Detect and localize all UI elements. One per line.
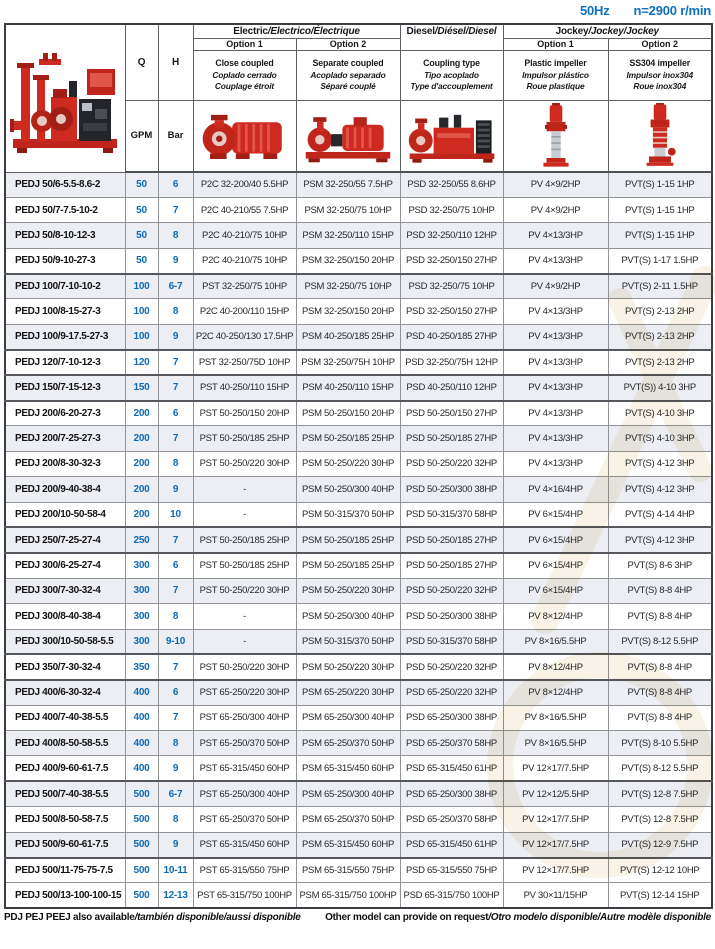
jockey-ss304-cell: PVT(S) 4-10 3HP (608, 426, 712, 451)
model-cell: PEDJ 200/8-30-32-3 (5, 451, 125, 476)
diesel-cell: PSD 40-250/110 12HP (400, 375, 503, 400)
h-cell: 7 (158, 654, 193, 679)
diesel-cell: PSD 32-250/150 27HP (400, 299, 503, 324)
jockey-plastic-cell: PV 4×13/3HP (503, 299, 608, 324)
model-cell: PEDJ 300/10-50-58-5.5 (5, 629, 125, 654)
jockey-plastic-cell: PV 6×15/4HP (503, 527, 608, 552)
separate-coupled-cell: PSM 50-250/300 40HP (296, 604, 400, 629)
pump-set-illustration (9, 39, 121, 157)
jockey-plastic-cell: PV 8×16/5.5HP (503, 629, 608, 654)
table-row (5, 172, 712, 197)
table-row (5, 477, 712, 502)
model-cell: PEDJ 500/7-40-38-5.5 (5, 781, 125, 806)
jockey-ss304-cell: PVT(S) 1-17 1.5HP (608, 248, 712, 273)
separate-coupled-cell: PSM 50-250/150 20HP (296, 401, 400, 426)
h-column-header: H (158, 24, 193, 100)
q-cell: 400 (125, 756, 158, 781)
diesel-cell: PSD 50-250/220 32HP (400, 654, 503, 679)
table-row (5, 629, 712, 654)
q-cell: 50 (125, 197, 158, 222)
q-cell: 200 (125, 451, 158, 476)
close-coupled-cell: PST 50-250/220 30HP (193, 451, 296, 476)
jockey-ss304-cell: PVT(S) 2-13 2HP (608, 324, 712, 349)
model-cell: PEDJ 200/6-20-27-3 (5, 401, 125, 426)
h-cell: 10 (158, 502, 193, 527)
jockey-plastic-cell: PV 12×12/5.5HP (503, 781, 608, 806)
jockey-plastic-cell: PV 12×17/7.5HP (503, 756, 608, 781)
close-coupled-cell: - (193, 477, 296, 502)
jockey-plastic-cell: PV 4×13/3HP (503, 248, 608, 273)
close-coupled-pump-image (193, 100, 296, 172)
model-cell: PEDJ 500/8-50-58-7.5 (5, 807, 125, 832)
separate-coupled-cell: PSM 50-250/185 25HP (296, 426, 400, 451)
q-cell: 500 (125, 832, 158, 857)
q-cell: 400 (125, 705, 158, 730)
electric-option1-header: Option 1 (193, 38, 296, 50)
separate-coupled-cell: PSM 65-315/450 60HP (296, 756, 400, 781)
h-cell: 9 (158, 324, 193, 349)
electric-option2-header: Option 2 (296, 38, 400, 50)
model-cell: PEDJ 200/9-40-38-4 (5, 477, 125, 502)
jockey-ss304-cell: PVT(S) 2-11 1.5HP (608, 274, 712, 299)
separate-coupled-cell: PSM 32-250/75H 10HP (296, 350, 400, 375)
footer-left-note: PDJ PEJ PEEJ also available/también disponible/aussi disponible (4, 912, 301, 923)
h-cell: 6-7 (158, 274, 193, 299)
separate-coupled-cell: PSM 32-250/75 10HP (296, 274, 400, 299)
separate-coupled-cell: PSM 50-250/185 25HP (296, 527, 400, 552)
jockey-plastic-cell: PV 4×13/3HP (503, 426, 608, 451)
q-cell: 200 (125, 426, 158, 451)
close-coupled-cell: - (193, 502, 296, 527)
jockey-ss304-cell: PVT(S) 8-8 4HP (608, 705, 712, 730)
diesel-cell: PSD 65-250/300 38HP (400, 705, 503, 730)
close-coupled-cell: PST 65-250/220 30HP (193, 680, 296, 705)
table-row (5, 781, 712, 806)
h-cell: 7 (158, 426, 193, 451)
jockey-plastic-cell: PV 12×17/7.5HP (503, 858, 608, 883)
h-cell: 9 (158, 756, 193, 781)
diesel-cell: PSD 65-315/450 61HP (400, 756, 503, 781)
jockey-option1-header: Option 1 (503, 38, 608, 50)
table-row (5, 705, 712, 730)
q-cell: 50 (125, 223, 158, 248)
jockey-ss304-cell: PVT(S) 12-9 7.5HP (608, 832, 712, 857)
close-coupled-cell: PST 50-250/185 25HP (193, 527, 296, 552)
diesel-cell: PSD 65-250/370 58HP (400, 807, 503, 832)
model-cell: PEDJ 50/8-10-12-3 (5, 223, 125, 248)
h-cell: 7 (158, 375, 193, 400)
pump-spec-table (4, 23, 713, 909)
table-row (5, 350, 712, 375)
diesel-cell: PSD 50-250/300 38HP (400, 604, 503, 629)
separate-coupled-cell: PSM 65-250/370 50HP (296, 807, 400, 832)
close-coupled-cell: PST 65-250/300 40HP (193, 705, 296, 730)
q-cell: 350 (125, 654, 158, 679)
jockey-plastic-cell: PV 6×15/4HP (503, 502, 608, 527)
h-cell: 9 (158, 832, 193, 857)
jockey-ss304-cell: PVT(S) 8-8 4HP (608, 604, 712, 629)
diesel-cell: PSD 50-315/370 58HP (400, 502, 503, 527)
close-coupled-cell: PST 65-250/300 40HP (193, 781, 296, 806)
diesel-cell: PSD 32-250/150 27HP (400, 248, 503, 273)
table-row (5, 578, 712, 603)
table-row (5, 731, 712, 756)
q-cell: 200 (125, 502, 158, 527)
separate-coupled-cell: PSM 65-250/370 50HP (296, 731, 400, 756)
jockey-ss304-cell: PVT(S) 12-14 15HP (608, 883, 712, 908)
h-cell: 7 (158, 350, 193, 375)
table-row (5, 197, 712, 222)
separate-coupled-cell: PSM 65-315/550 75HP (296, 858, 400, 883)
table-row (5, 756, 712, 781)
q-cell: 250 (125, 527, 158, 552)
h-cell: 8 (158, 299, 193, 324)
jockey-ss304-cell: PVT(S) 4-12 3HP (608, 451, 712, 476)
table-row (5, 553, 712, 578)
h-cell: 9 (158, 248, 193, 273)
h-cell: 8 (158, 731, 193, 756)
close-coupled-cell: P2C 40-210/75 10HP (193, 248, 296, 273)
table-row (5, 654, 712, 679)
diesel-cell: PSD 32-250/110 12HP (400, 223, 503, 248)
close-coupled-cell: PST 32-250/75 10HP (193, 274, 296, 299)
close-coupled-cell: PST 50-250/220 30HP (193, 578, 296, 603)
separate-coupled-cell: PSM 32-250/150 20HP (296, 248, 400, 273)
jockey-plastic-cell: PV 4×9/2HP (503, 172, 608, 197)
jockey-ss304-pump-image (608, 100, 712, 172)
jockey-ss304-cell: PVT(S) 1-15 1HP (608, 223, 712, 248)
q-cell: 300 (125, 629, 158, 654)
close-coupled-cell: PST 50-250/220 30HP (193, 654, 296, 679)
diesel-cell: PSD 50-250/185 27HP (400, 553, 503, 578)
separate-coupled-cell: PSM 65-250/300 40HP (296, 705, 400, 730)
model-cell: PEDJ 50/9-10-27-3 (5, 248, 125, 273)
jockey-ss304-cell: PVT(S) 4-12 3HP (608, 527, 712, 552)
q-cell: 200 (125, 477, 158, 502)
h-cell: 7 (158, 705, 193, 730)
q-cell: 100 (125, 274, 158, 299)
q-unit-header: GPM (125, 100, 158, 172)
close-coupled-cell: PST 65-315/750 100HP (193, 883, 296, 908)
diesel-cell: PSD 50-250/220 32HP (400, 451, 503, 476)
model-cell: PEDJ 50/7-7.5-10-2 (5, 197, 125, 222)
close-coupled-cell: PST 65-250/370 50HP (193, 807, 296, 832)
model-cell: PEDJ 100/8-15-27-3 (5, 299, 125, 324)
separate-coupled-cell: PSM 50-315/370 50HP (296, 502, 400, 527)
table-row (5, 832, 712, 857)
jockey-ss304-cell: PVT(S) 2-13 2HP (608, 299, 712, 324)
table-row (5, 299, 712, 324)
model-cell: PEDJ 150/7-15-12-3 (5, 375, 125, 400)
diesel-cell: PSD 65-250/220 32HP (400, 680, 503, 705)
pump-set-image (5, 24, 125, 172)
jockey-ss304-cell: PVT(S)) 4-10 3HP (608, 375, 712, 400)
separate-coupled-cell: PSM 40-250/185 25HP (296, 324, 400, 349)
jockey-option2-header: Option 2 (608, 38, 712, 50)
h-cell: 8 (158, 223, 193, 248)
jockey-plastic-cell: PV 30×11/15HP (503, 883, 608, 908)
jockey-ss304-cell: PVT(S) 8-8 4HP (608, 680, 712, 705)
jockey-ss304-cell: PVT(S) 8-10 5.5HP (608, 731, 712, 756)
table-row (5, 324, 712, 349)
jockey-ss304-cell: PVT(S) 12-12 10HP (608, 858, 712, 883)
frequency-label: 50Hz (579, 3, 610, 18)
close-coupled-cell: PST 40-250/110 15HP (193, 375, 296, 400)
model-cell: PEDJ 300/6-25-27-4 (5, 553, 125, 578)
model-cell: PEDJ 500/9-60-61-7.5 (5, 832, 125, 857)
ss304-impeller-desc: SS304 impeller Impulsor inox304 Roue inox304 (608, 50, 712, 100)
jockey-group-header: Jockey/Jockey/Jockey (503, 24, 712, 38)
close-coupled-cell: PST 32-250/75D 10HP (193, 350, 296, 375)
jockey-ss304-cell: PVT(S) 8-12 5.5HP (608, 629, 712, 654)
jockey-ss304-cell: PVT(S) 1-15 1HP (608, 197, 712, 222)
separate-coupled-cell: PSM 50-250/220 30HP (296, 578, 400, 603)
diesel-cell: PSD 50-250/300 38HP (400, 477, 503, 502)
jockey-plastic-cell: PV 4×16/4HP (503, 477, 608, 502)
jockey-plastic-cell: PV 4×9/2HP (503, 274, 608, 299)
q-cell: 50 (125, 248, 158, 273)
model-cell: PEDJ 300/8-40-38-4 (5, 604, 125, 629)
q-cell: 300 (125, 604, 158, 629)
table-row (5, 401, 712, 426)
close-coupled-cell: P2C 40-210/55 7.5HP (193, 197, 296, 222)
model-cell: PEDJ 500/11-75-75-7.5 (5, 858, 125, 883)
diesel-cell: PSD 32-250/55 8.6HP (400, 172, 503, 197)
q-cell: 500 (125, 807, 158, 832)
jockey-plastic-cell: PV 12×17/7.5HP (503, 807, 608, 832)
q-cell: 300 (125, 578, 158, 603)
footer-right-note: Other model can provide on request/Otro modelo disponible/Autre modèle disponible (325, 912, 711, 923)
q-cell: 500 (125, 858, 158, 883)
diesel-cell: PSD 50-250/150 27HP (400, 401, 503, 426)
jockey-ss304-cell: PVT(S) 1-15 1HP (608, 172, 712, 197)
jockey-plastic-cell: PV 4×13/3HP (503, 350, 608, 375)
diesel-cell: PSD 50-250/220 32HP (400, 578, 503, 603)
jockey-plastic-cell: PV 8×12/4HP (503, 654, 608, 679)
h-cell: 8 (158, 451, 193, 476)
jockey-plastic-cell: PV 6×15/4HP (503, 578, 608, 603)
q-cell: 400 (125, 680, 158, 705)
plastic-impeller-desc: Plastic impeller Impulsor plástico Roue plastique (503, 50, 608, 100)
jockey-plastic-cell: PV 8×12/4HP (503, 680, 608, 705)
diesel-cell: PSD 65-315/450 61HP (400, 832, 503, 857)
jockey-ss304-cell: PVT(S) 4-10 3HP (608, 401, 712, 426)
diesel-cell: PSD 65-315/750 100HP (400, 883, 503, 908)
jockey-ss304-cell: PVT(S) 8-8 4HP (608, 578, 712, 603)
jockey-plastic-cell: PV 8×16/5.5HP (503, 731, 608, 756)
jockey-plastic-cell: PV 4×13/3HP (503, 223, 608, 248)
h-cell: 8 (158, 807, 193, 832)
jockey-ss304-cell: PVT(S) 8-6 3HP (608, 553, 712, 578)
separate-coupled-cell: PSM 65-250/300 40HP (296, 781, 400, 806)
table-row (5, 680, 712, 705)
h-cell: 12-13 (158, 883, 193, 908)
model-cell: PEDJ 200/10-50-58-4 (5, 502, 125, 527)
diesel-cell: PSD 40-250/185 27HP (400, 324, 503, 349)
q-cell: 120 (125, 350, 158, 375)
table-row (5, 807, 712, 832)
q-cell: 100 (125, 324, 158, 349)
electric-group-header: Electric/Electrico/Électrique (193, 24, 400, 38)
q-cell: 50 (125, 172, 158, 197)
separate-coupled-cell: PSM 32-250/150 20HP (296, 299, 400, 324)
q-cell: 500 (125, 781, 158, 806)
close-coupled-cell: PST 65-315/550 75HP (193, 858, 296, 883)
table-row (5, 274, 712, 299)
close-coupled-cell: - (193, 604, 296, 629)
h-cell: 6 (158, 401, 193, 426)
model-cell: PEDJ 100/7-10-10-2 (5, 274, 125, 299)
footer-notes (4, 912, 711, 923)
h-cell: 7 (158, 197, 193, 222)
h-cell: 6-7 (158, 781, 193, 806)
jockey-ss304-cell: PVT(S) 8-12 5.5HP (608, 756, 712, 781)
jockey-plastic-cell: PV 4×13/3HP (503, 375, 608, 400)
diesel-cell: PSD 50-250/185 27HP (400, 426, 503, 451)
model-cell: PEDJ 250/7-25-27-4 (5, 527, 125, 552)
diesel-cell: PSD 50-250/185 27HP (400, 527, 503, 552)
diesel-pump-image (400, 100, 503, 172)
jockey-plastic-cell: PV 4×13/3HP (503, 451, 608, 476)
h-cell: 6 (158, 172, 193, 197)
q-cell: 150 (125, 375, 158, 400)
close-coupled-cell: P2C 40-200/110 15HP (193, 299, 296, 324)
diesel-cell: PSD 32-250/75 10HP (400, 274, 503, 299)
model-cell: PEDJ 400/8-50-58-5.5 (5, 731, 125, 756)
separate-coupled-cell: PSM 32-250/55 7.5HP (296, 172, 400, 197)
h-cell: 8 (158, 604, 193, 629)
close-coupled-cell: PST 50-250/150 20HP (193, 401, 296, 426)
model-cell: PEDJ 350/7-30-32-4 (5, 654, 125, 679)
jockey-plastic-pump-image (503, 100, 608, 172)
table-row (5, 248, 712, 273)
q-column-header: Q (125, 24, 158, 100)
table-row (5, 451, 712, 476)
jockey-plastic-cell: PV 4×13/3HP (503, 401, 608, 426)
separate-coupled-cell: PSM 50-250/220 30HP (296, 654, 400, 679)
separate-coupled-desc: Separate coupled Acoplado separado Séparé couplé (296, 50, 400, 100)
model-cell: PEDJ 400/7-40-38-5.5 (5, 705, 125, 730)
diesel-cell: PSD 50-315/370 58HP (400, 629, 503, 654)
separate-coupled-cell: PSM 50-250/300 40HP (296, 477, 400, 502)
jockey-ss304-cell: PVT(S) 12-8 7.5HP (608, 781, 712, 806)
h-cell: 7 (158, 578, 193, 603)
table-row (5, 604, 712, 629)
jockey-plastic-cell: PV 4×13/3HP (503, 324, 608, 349)
model-cell: PEDJ 500/13-100-100-15 (5, 883, 125, 908)
q-cell: 200 (125, 401, 158, 426)
model-cell: PEDJ 400/6-30-32-4 (5, 680, 125, 705)
model-cell: PEDJ 50/6-5.5-8.6-2 (5, 172, 125, 197)
table-row (5, 527, 712, 552)
separate-coupled-cell: PSM 32-250/75 10HP (296, 197, 400, 222)
separate-coupled-pump-image (296, 100, 400, 172)
separate-coupled-cell: PSM 50-315/370 50HP (296, 629, 400, 654)
close-coupled-cell: P2C 32-200/40 5.5HP (193, 172, 296, 197)
h-cell: 7 (158, 527, 193, 552)
separate-coupled-cell: PSM 50-250/220 30HP (296, 451, 400, 476)
diesel-cell: PSD 65-250/300 38HP (400, 781, 503, 806)
h-unit-header: Bar (158, 100, 193, 172)
q-cell: 100 (125, 299, 158, 324)
close-coupled-cell: PST 65-250/370 50HP (193, 731, 296, 756)
diesel-cell: PSD 65-250/370 58HP (400, 731, 503, 756)
jockey-ss304-cell: PVT(S) 12-8 7.5HP (608, 807, 712, 832)
close-coupled-cell: P2C 40-210/75 10HP (193, 223, 296, 248)
close-coupled-cell: PST 50-250/185 25HP (193, 426, 296, 451)
separate-coupled-cell: PSM 65-315/450 60HP (296, 832, 400, 857)
h-cell: 9 (158, 477, 193, 502)
table-row (5, 375, 712, 400)
close-coupled-cell: P2C 40-250/130 17.5HP (193, 324, 296, 349)
table-row (5, 502, 712, 527)
table-row (5, 858, 712, 883)
q-cell: 400 (125, 731, 158, 756)
speed-label: n=2900 r/min (633, 3, 711, 18)
model-cell: PEDJ 100/9-17.5-27-3 (5, 324, 125, 349)
separate-coupled-cell: PSM 32-250/110 15HP (296, 223, 400, 248)
separate-coupled-cell: PSM 50-250/185 25HP (296, 553, 400, 578)
frequency-speed-line (580, 3, 711, 18)
jockey-plastic-cell: PV 6×15/4HP (503, 553, 608, 578)
table-row (5, 223, 712, 248)
model-cell: PEDJ 300/7-30-32-4 (5, 578, 125, 603)
close-coupled-cell: PST 65-315/450 60HP (193, 832, 296, 857)
close-coupled-cell: PST 65-315/450 60HP (193, 756, 296, 781)
diesel-group-header: Diesel/Diésel/Diesel (400, 24, 503, 50)
h-cell: 6 (158, 680, 193, 705)
jockey-plastic-cell: PV 4×9/2HP (503, 197, 608, 222)
q-cell: 300 (125, 553, 158, 578)
h-cell: 10-11 (158, 858, 193, 883)
jockey-plastic-cell: PV 8×12/4HP (503, 604, 608, 629)
diesel-cell: PSD 32-250/75H 12HP (400, 350, 503, 375)
model-cell: PEDJ 400/9-60-61-7.5 (5, 756, 125, 781)
jockey-ss304-cell: PVT(S) 8-8 4HP (608, 654, 712, 679)
separate-coupled-cell: PSM 65-315/750 100HP (296, 883, 400, 908)
diesel-cell: PSD 65-315/550 75HP (400, 858, 503, 883)
h-cell: 6 (158, 553, 193, 578)
table-row (5, 426, 712, 451)
q-cell: 500 (125, 883, 158, 908)
close-coupled-desc: Close coupled Coplado cerrado Couplage étroit (193, 50, 296, 100)
model-cell: PEDJ 120/7-10-12-3 (5, 350, 125, 375)
diesel-cell: PSD 32-250/75 10HP (400, 197, 503, 222)
table-row (5, 883, 712, 908)
jockey-ss304-cell: PVT(S) 4-12 3HP (608, 477, 712, 502)
h-cell: 9-10 (158, 629, 193, 654)
jockey-plastic-cell: PV 8×16/5.5HP (503, 705, 608, 730)
jockey-plastic-cell: PV 12×17/7.5HP (503, 832, 608, 857)
close-coupled-cell: - (193, 629, 296, 654)
model-cell: PEDJ 200/7-25-27-3 (5, 426, 125, 451)
coupling-type-desc: Coupling type Tipo acoplado Type d'accouplement (400, 50, 503, 100)
separate-coupled-cell: PSM 65-250/220 30HP (296, 680, 400, 705)
jockey-ss304-cell: PVT(S) 2-13 2HP (608, 350, 712, 375)
jockey-ss304-cell: PVT(S) 4-14 4HP (608, 502, 712, 527)
close-coupled-cell: PST 50-250/185 25HP (193, 553, 296, 578)
separate-coupled-cell: PSM 40-250/110 15HP (296, 375, 400, 400)
